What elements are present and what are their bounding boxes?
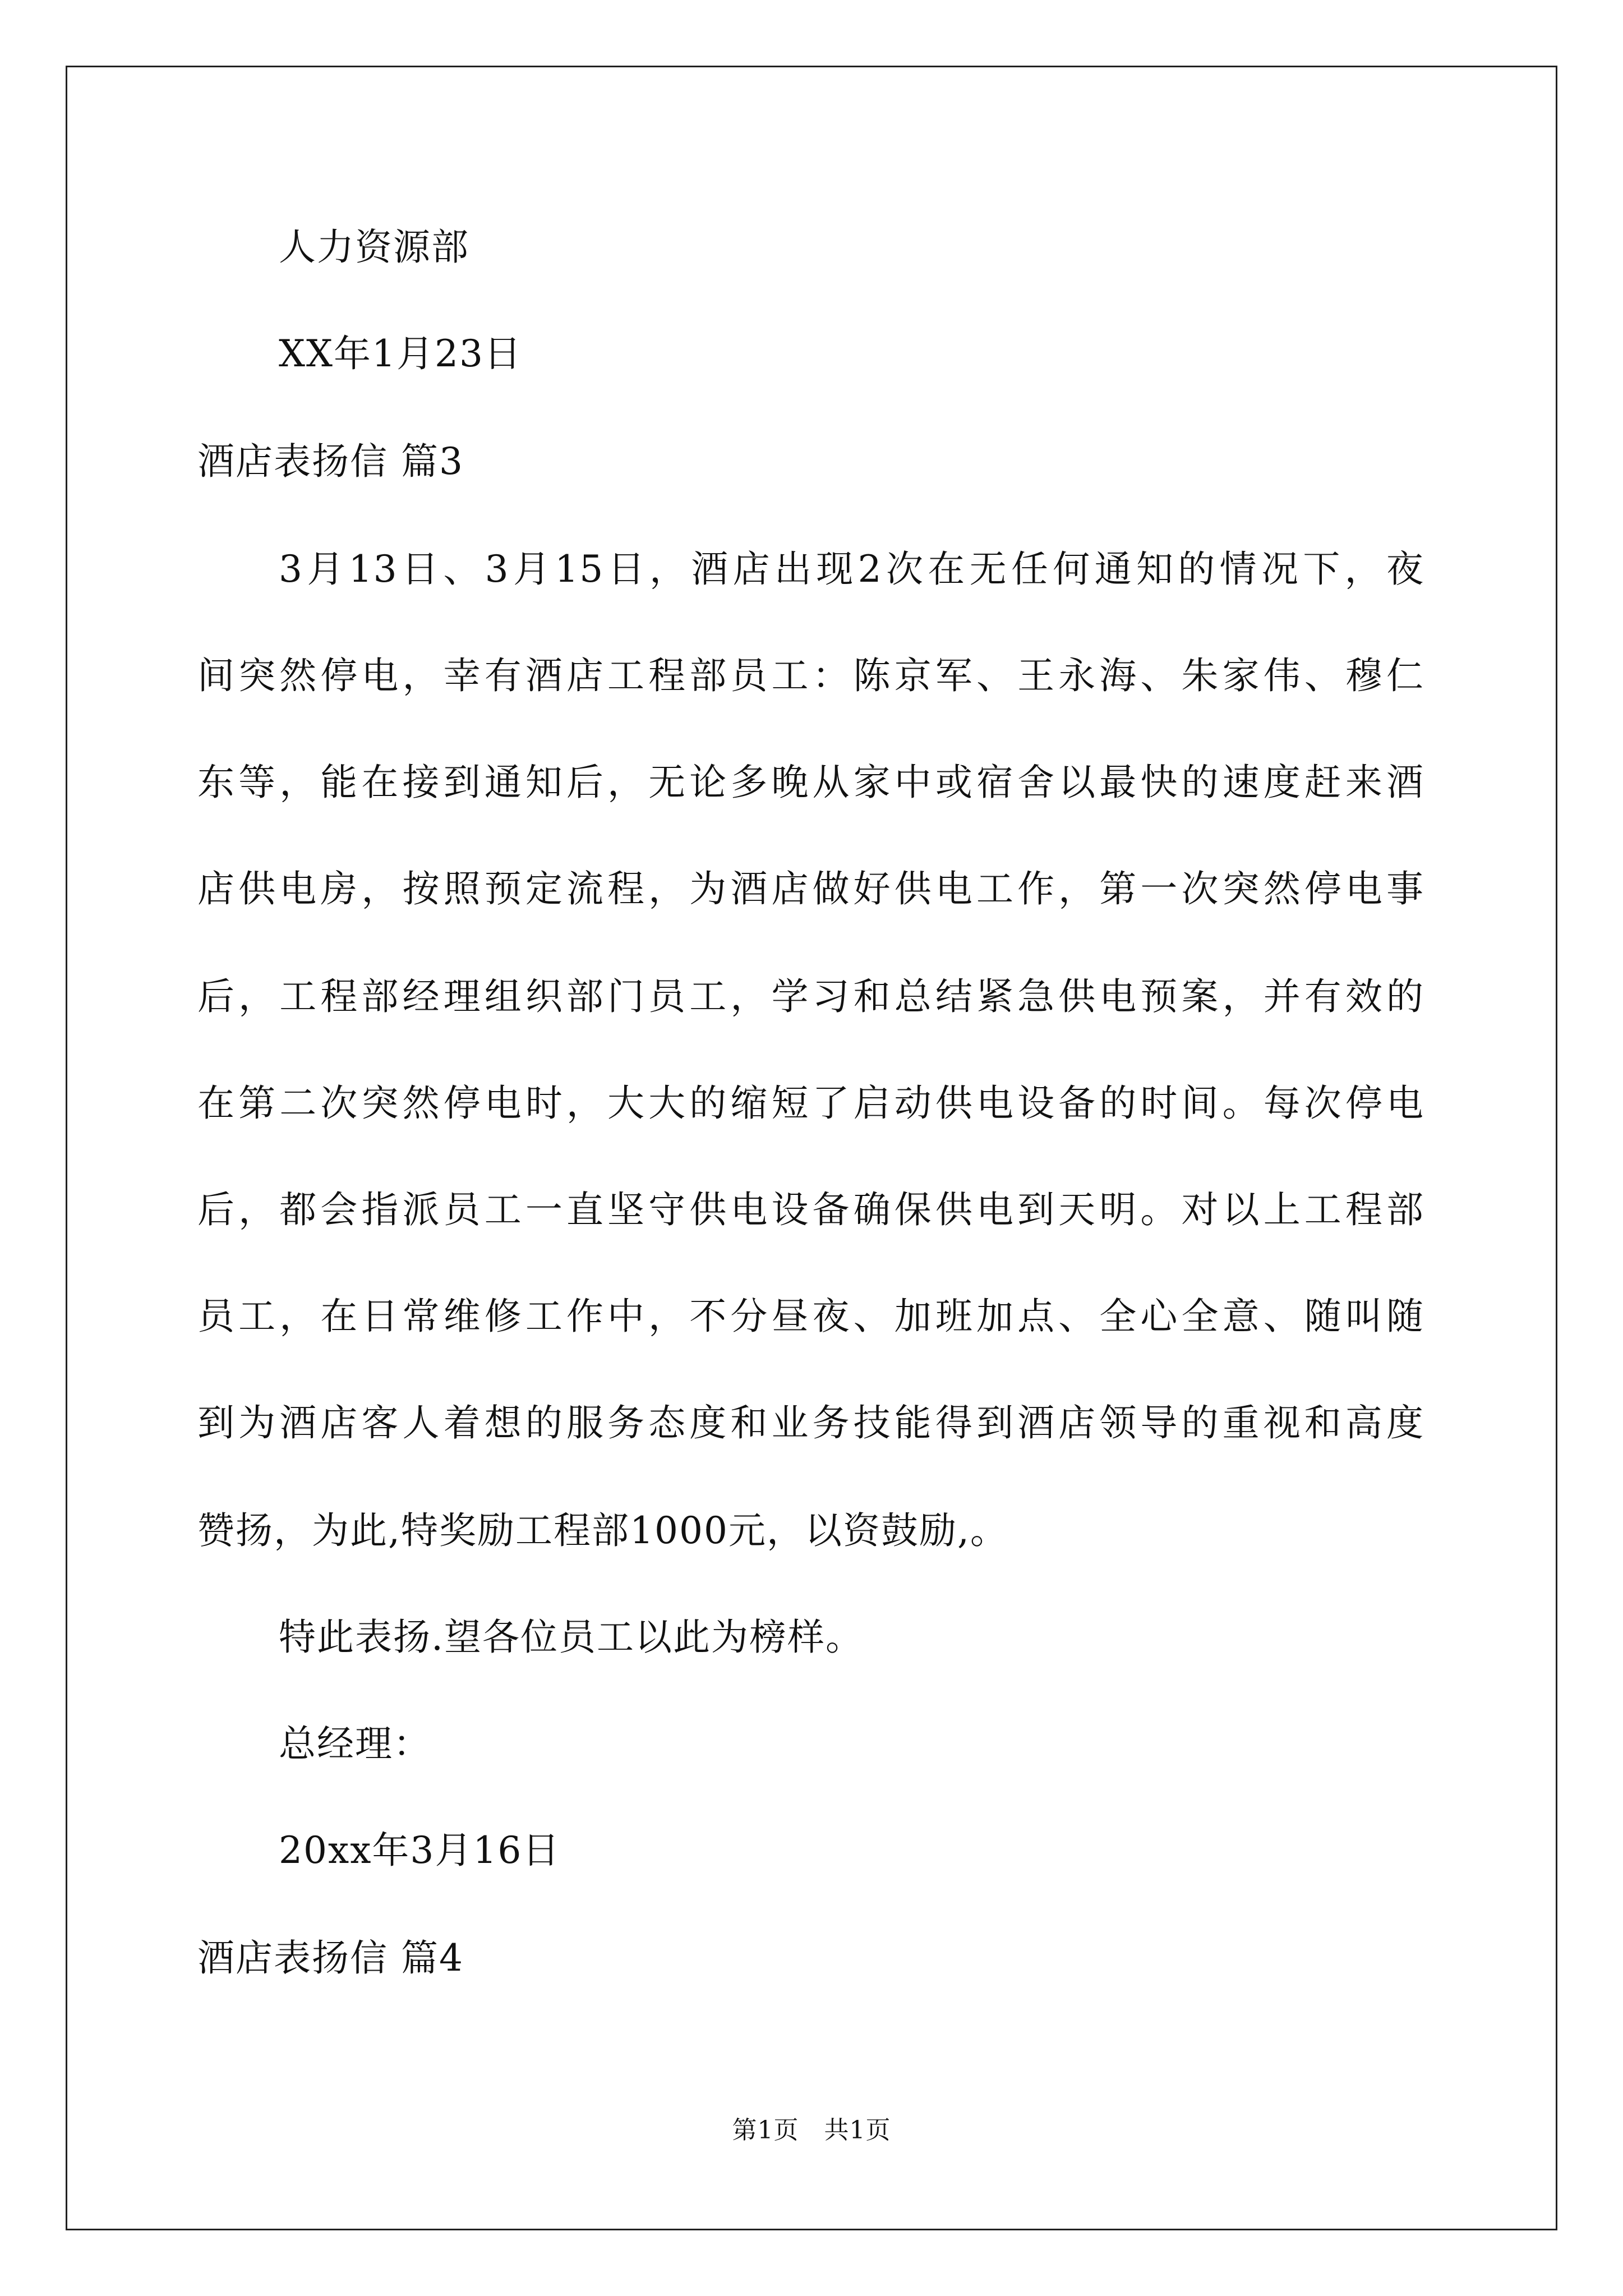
date-line-2: 20xx年3月16日: [279, 1829, 561, 1872]
page-border: [66, 66, 1557, 2230]
page-footer: 第1页 共1页: [732, 2116, 891, 2145]
date-line-1: XX年1月23日: [279, 332, 522, 375]
paragraph-line: 店供电房，按照预定流程，为酒店做好供电工作，第一次突然停电事: [197, 867, 1424, 910]
paragraph-line: 到为酒店客人着想的服务态度和业务技能得到酒店领导的重视和高度: [197, 1401, 1424, 1444]
section-heading-4: 酒店表扬信 篇4: [197, 1936, 464, 1980]
paragraph-last-line: 赞扬，为此,特奖励工程部1000元，以资鼓励,。: [197, 1509, 1008, 1552]
paragraph-line: 东等，能在接到通知后，无论多晚从家中或宿舍以最快的速度赶来酒: [197, 761, 1424, 804]
paragraph-line: 间突然停电，幸有酒店工程部员工：陈京军、王永海、朱家伟、穆仁: [197, 654, 1424, 697]
paragraph-line: 后，都会指派员工一直坚守供电设备确保供电到天明。对以上工程部: [197, 1188, 1424, 1231]
department-line: 人力资源部: [279, 226, 469, 269]
signature-label: 总经理：: [279, 1722, 431, 1765]
paragraph-line: 在第二次突然停电时，大大的缩短了启动供电设备的时间。每次停电: [197, 1082, 1424, 1125]
paragraph-line: 后，工程部经理组织部门员工，学习和总结紧急供电预案，并有效的: [197, 975, 1424, 1018]
paragraph-line: 员工，在日常维修工作中，不分昼夜、加班加点、全心全意、随叫随: [197, 1295, 1424, 1338]
paragraph-line: 3月13日、3月15日，酒店出现2次在无任何通知的情况下，夜: [279, 547, 1424, 591]
commendation-line: 特此表扬.望各位员工以此为榜样。: [279, 1616, 864, 1659]
section-heading-3: 酒店表扬信 篇3: [197, 440, 464, 483]
